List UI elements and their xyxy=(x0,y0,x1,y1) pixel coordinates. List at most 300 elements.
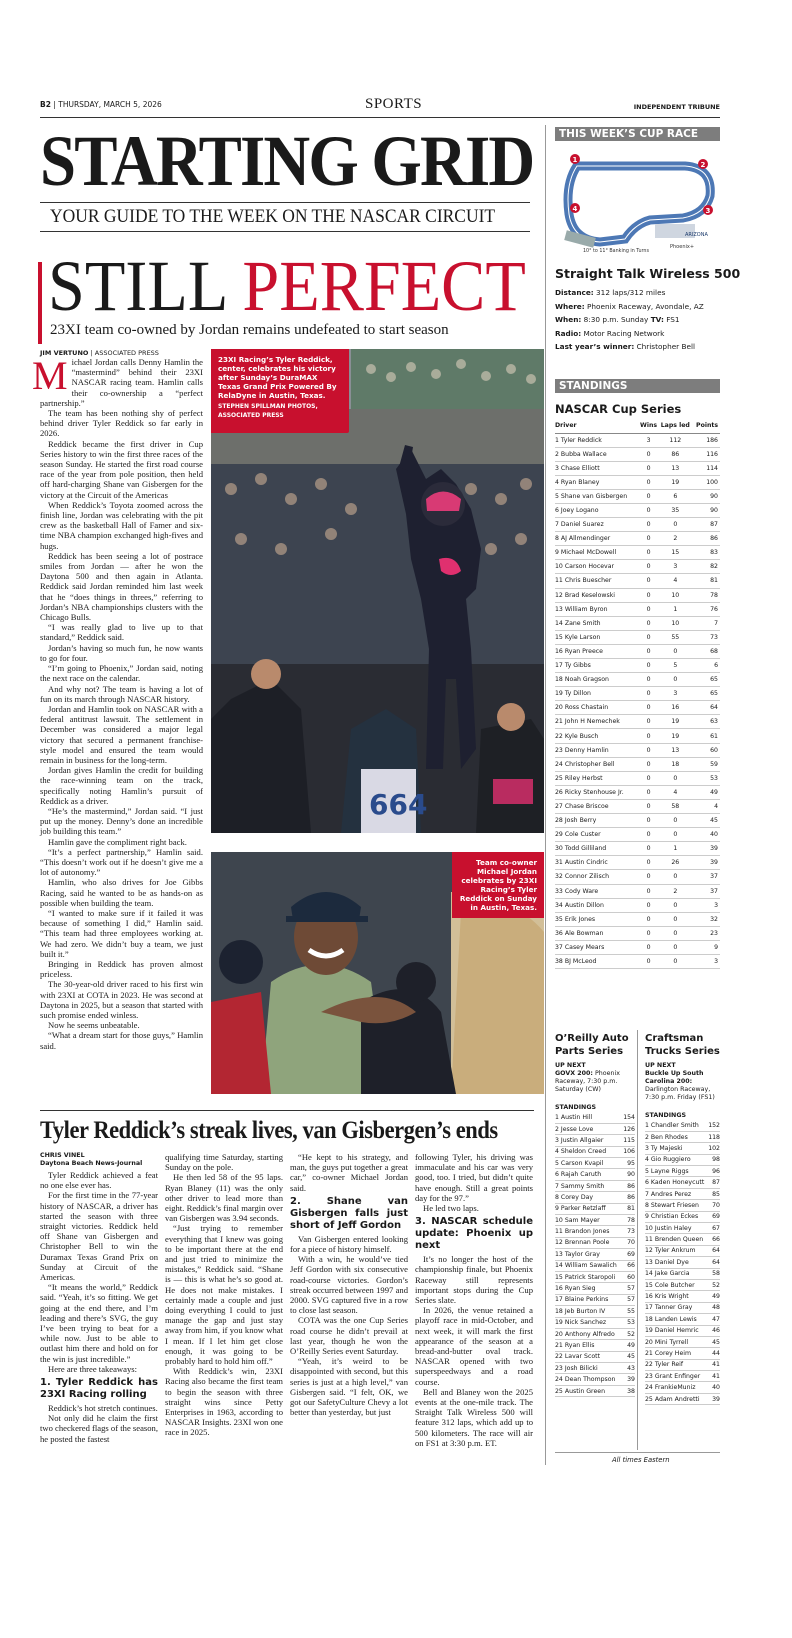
points-cell: 39 xyxy=(622,1374,635,1385)
driver-cell: 1 Austin Hill xyxy=(555,1112,622,1123)
points-cell: 69 xyxy=(622,1249,635,1260)
story-paragraph xyxy=(40,1020,203,1030)
driver-cell: 30 Todd Gilliland xyxy=(555,842,639,856)
table-row xyxy=(555,1237,635,1248)
laps-led-cell: 4 xyxy=(658,574,692,588)
driver-cell: 8 Stewart Friesen xyxy=(645,1200,708,1211)
points-cell: 64 xyxy=(708,1257,720,1268)
laps-led-cell: 19 xyxy=(658,729,692,743)
points-cell: 3 xyxy=(692,954,720,968)
driver-cell: 23 Josh Bilicki xyxy=(555,1363,622,1374)
paragraph-text: Hamlin gave the compliment right back. xyxy=(48,836,187,847)
table-row xyxy=(555,1180,635,1191)
driver-cell: 10 Justin Haley xyxy=(645,1223,708,1234)
driver-cell: 9 Christian Eckes xyxy=(645,1211,708,1222)
driver-cell: 11 Brandon Jones xyxy=(555,1226,622,1237)
up-next-label: UP NEXT xyxy=(555,1062,586,1069)
points-cell: 69 xyxy=(708,1211,720,1222)
driver-cell: 33 Cody Ware xyxy=(555,884,639,898)
table-row xyxy=(555,743,720,757)
table-row xyxy=(555,602,720,616)
driver-cell: 5 Carson Kvapil xyxy=(555,1158,622,1169)
driver-cell: 32 Connor Zilisch xyxy=(555,870,639,884)
points-cell: 66 xyxy=(622,1260,635,1271)
wins-cell: 0 xyxy=(639,856,659,870)
laps-led-cell: 0 xyxy=(658,518,692,532)
laps-led-cell: 1 xyxy=(658,842,692,856)
table-row xyxy=(645,1359,720,1370)
table-row xyxy=(555,1260,635,1271)
driver-cell: 23 Grant Enfinger xyxy=(645,1371,708,1382)
last-winner-label: Last year’s winner: xyxy=(555,342,635,351)
next-race: GOVX 200: xyxy=(555,1070,593,1077)
laps-led-cell: 18 xyxy=(658,757,692,771)
lead-headline xyxy=(48,246,526,326)
story-paragraph: Reddick’s hot stretch continues. xyxy=(48,1403,158,1414)
driver-cell: 3 Chase Elliott xyxy=(555,461,639,475)
points-cell: 83 xyxy=(692,546,720,560)
author: JIM VERTUNO xyxy=(40,349,89,357)
paragraph-text: The 30-year-old driver raced to his first win with 23XI at COTA in 2023. He was second at Daytona in 2025, but a season that started with such promise ended winless. xyxy=(40,979,203,1020)
table-row xyxy=(555,771,720,785)
driver-cell: 17 Ty Gibbs xyxy=(555,659,639,673)
table-row xyxy=(645,1131,720,1142)
col-laps-led: Laps led xyxy=(658,419,692,433)
points-cell: 86 xyxy=(622,1180,635,1191)
story-paragraph: COTA was the one Cup Series road course he didn’t prevail at last year, though he won the O’Reilly Series event Saturday. xyxy=(290,1315,408,1357)
cup-standings-table xyxy=(555,419,720,969)
table-row xyxy=(555,828,720,842)
table-row xyxy=(555,630,720,644)
oreilly-title: O’Reilly Auto Parts Series xyxy=(555,1033,629,1057)
driver-cell: 19 Nick Sanchez xyxy=(555,1317,622,1328)
table-row xyxy=(645,1268,720,1279)
points-cell: 118 xyxy=(708,1131,720,1142)
photo-jordan-celebrates xyxy=(211,852,544,1094)
driver-cell: 8 AJ Allmendinger xyxy=(555,532,639,546)
wins-cell: 0 xyxy=(639,673,659,687)
points-cell: 37 xyxy=(692,884,720,898)
points-cell: 87 xyxy=(708,1177,720,1188)
driver-cell: 20 Ross Chastain xyxy=(555,701,639,715)
story-paragraph xyxy=(40,684,203,704)
story-paragraph: Tyler Reddick achieved a feat no one else ever has. xyxy=(40,1170,158,1191)
points-cell: 39 xyxy=(692,842,720,856)
story-divider xyxy=(40,1110,534,1111)
agency: ASSOCIATED PRESS xyxy=(94,349,159,357)
story-paragraph: For the first time in the 77-year history of NASCAR, a driver has started the season with three straight victories. Reddick held off Shane van Gisbergen and Christopher Bell to win the Duramax Texas Grand Prix on Sunday at Circuit of the Americas. xyxy=(40,1190,158,1283)
table-row xyxy=(645,1371,720,1382)
subhead: 3. NASCAR schedule update: Phoenix up next xyxy=(415,1216,533,1252)
wins-cell: 0 xyxy=(639,884,659,898)
table-row xyxy=(555,1203,635,1214)
trucks-standings-table xyxy=(645,1120,720,1405)
driver-cell: 21 John H Nemechek xyxy=(555,715,639,729)
table-row xyxy=(555,1169,635,1180)
next-race: Buckle Up South Carolina 200: xyxy=(645,1070,704,1085)
story-paragraph: “He kept to his strategy, and man, the guys put together a great car,” co-owner Michael Jordan said. xyxy=(290,1152,408,1193)
headline-accent-bar xyxy=(38,262,42,344)
wins-cell: 0 xyxy=(639,701,659,715)
points-cell: 90 xyxy=(692,489,720,503)
table-row xyxy=(555,1158,635,1169)
paragraph-text: Now he seems unbeatable. xyxy=(48,1020,140,1031)
photo2-caption xyxy=(452,852,544,918)
paper-name: INDEPENDENT TRIBUNE xyxy=(633,103,720,111)
points-cell: 38 xyxy=(622,1385,635,1396)
table-row xyxy=(555,518,720,532)
points-cell: 106 xyxy=(622,1146,635,1157)
table-row xyxy=(555,433,720,447)
driver-cell: 11 Brenden Queen xyxy=(645,1234,708,1245)
driver-cell: 21 Ryan Ellis xyxy=(555,1340,622,1351)
story-paragraph xyxy=(40,704,203,765)
driver-cell: 3 Ty Majeski xyxy=(645,1143,708,1154)
laps-led-cell: 13 xyxy=(658,461,692,475)
points-cell: 37 xyxy=(692,870,720,884)
driver-cell: 15 Cole Butcher xyxy=(645,1279,708,1290)
paragraph-text: “I wanted to make sure if it failed it was because of something I did,” Hamlin said. “This team had three employees working at. We had zero. We didn’t buy a team, we just built it.” xyxy=(40,907,203,959)
driver-cell: 2 Jesse Love xyxy=(555,1123,622,1134)
driver-cell: 1 Chandler Smith xyxy=(645,1120,708,1131)
turn-4: 4 xyxy=(572,205,578,213)
story-paragraph: qualifying time Saturday, starting Sunday on the pole. xyxy=(165,1152,283,1173)
wins-cell: 0 xyxy=(639,757,659,771)
tv-value: FS1 xyxy=(666,315,680,324)
second-byline xyxy=(40,1152,142,1168)
laps-led-cell: 0 xyxy=(658,912,692,926)
laps-led-cell: 4 xyxy=(658,785,692,799)
track-diagram xyxy=(555,144,720,256)
driver-cell: 11 Chris Buescher xyxy=(555,574,639,588)
wins-cell: 0 xyxy=(639,785,659,799)
wins-cell: 0 xyxy=(639,630,659,644)
points-cell: 81 xyxy=(692,574,720,588)
table-row xyxy=(555,447,720,461)
points-cell: 49 xyxy=(622,1340,635,1351)
driver-cell: 4 Ryan Blaney xyxy=(555,475,639,489)
table-row xyxy=(555,898,720,912)
points-cell: 102 xyxy=(708,1143,720,1154)
wins-cell: 0 xyxy=(639,715,659,729)
table-row xyxy=(555,659,720,673)
laps-led-cell: 2 xyxy=(658,532,692,546)
table-row xyxy=(645,1211,720,1222)
laps-led-cell: 0 xyxy=(658,828,692,842)
table-row xyxy=(555,1192,635,1203)
points-cell: 87 xyxy=(692,518,720,532)
story-paragraph: He then led 58 of the 95 laps. Ryan Blaney (11) was the only other driver to lead more than eight. Reddick’s final margin over van Gisbergen was 3.94 seconds. xyxy=(165,1172,283,1224)
points-cell: 4 xyxy=(692,799,720,813)
points-cell: 39 xyxy=(692,856,720,870)
trucks-next xyxy=(645,1062,720,1102)
radio-value: Motor Racing Network xyxy=(583,328,665,338)
subhead: 1. Tyler Reddick has 23XI Racing rolling xyxy=(40,1377,158,1401)
driver-cell: 13 William Byron xyxy=(555,602,639,616)
driver-cell: 15 Kyle Larson xyxy=(555,630,639,644)
points-cell: 53 xyxy=(692,771,720,785)
paragraph-text: “He’s the mastermind,” Jordan said. “I just put up the money. Denny’s done an incredible job building this team.” xyxy=(40,805,203,837)
wins-cell: 0 xyxy=(639,461,659,475)
laps-led-cell: 19 xyxy=(658,475,692,489)
track-map xyxy=(555,144,720,256)
story-paragraph: Bell and Blaney won the 2025 events at the one-mile track. The Straight Talk Wireless 500 will feature 312 laps, which add up to 500 kilometers. The race will air on FS1 at 3:30 p.m. ET. xyxy=(415,1386,533,1448)
story-paragraph: With Reddick’s win, 23XI Racing also became the first team to begin the season with three straight wins since Petty Enterprises in 1963, according to NASCAR Insights. 23XI won one race in 2025. xyxy=(165,1366,283,1438)
driver-cell: 9 Parker Retzlaff xyxy=(555,1203,622,1214)
driver-cell: 6 Rajah Caruth xyxy=(555,1169,622,1180)
oreilly-next xyxy=(555,1062,635,1094)
points-cell: 114 xyxy=(692,461,720,475)
table-row xyxy=(555,1271,635,1282)
points-cell: 76 xyxy=(692,602,720,616)
driver-cell: 3 Justin Allgaier xyxy=(555,1135,622,1146)
wins-cell: 0 xyxy=(639,644,659,658)
points-cell: 96 xyxy=(708,1166,720,1177)
trucks-series xyxy=(645,1032,720,1405)
driver-cell: 24 Dean Thompson xyxy=(555,1374,622,1385)
table-row xyxy=(555,954,720,968)
paragraph-text: ichael Jordan calls Denny Hamlin the “mastermind” behind their 23XI NASCAR racing team. Hamlin calls their co-ownership a “perfect partnership.” xyxy=(40,357,203,408)
wins-cell: 0 xyxy=(639,954,659,968)
photo-credit: STEPHEN SPILLMAN PHOTOS, ASSOCIATED PRESS xyxy=(218,403,318,419)
points-cell: 65 xyxy=(692,673,720,687)
table-row xyxy=(555,715,720,729)
driver-cell: 38 BJ McLeod xyxy=(555,954,639,968)
page-number: B2 xyxy=(40,100,51,109)
trucks-standings-label: STANDINGS xyxy=(645,1112,687,1119)
paragraph-text: When Reddick’s Toyota zoomed across the finish line, Jordan was celebrating with the pit crew as the basketball Hall of Famer and six-time NBA champion exchanged high-fives and hugs. xyxy=(40,499,203,551)
wins-cell: 0 xyxy=(639,743,659,757)
driver-cell: 12 Tyler Ankrum xyxy=(645,1245,708,1256)
turn-2: 2 xyxy=(700,161,706,169)
laps-led-cell: 13 xyxy=(658,743,692,757)
wins-cell: 0 xyxy=(639,602,659,616)
table-row xyxy=(555,884,720,898)
story-paragraph: With a win, he would’ve tied Jeff Gordon with six consecutive road-course victories. Gordon’s streak occurred between 1997 and 2000. SVG captured five in a row to close last season. xyxy=(290,1254,408,1316)
driver-cell: 4 Sheldon Creed xyxy=(555,1146,622,1157)
table-row xyxy=(645,1143,720,1154)
driver-cell: 2 Ben Rhodes xyxy=(645,1131,708,1142)
table-row xyxy=(645,1393,720,1404)
when-label: When: xyxy=(555,315,582,324)
points-cell: 52 xyxy=(622,1328,635,1339)
laps-led-cell: 0 xyxy=(658,814,692,828)
section-name: SPORTS xyxy=(365,96,423,112)
drop-cap: M xyxy=(32,353,68,398)
driver-cell: 28 Josh Berry xyxy=(555,814,639,828)
table-row xyxy=(645,1382,720,1393)
lead-byline: JIM VERTUNO | ASSOCIATED PRESS xyxy=(40,349,159,357)
points-cell: 154 xyxy=(622,1112,635,1123)
standings-header: STANDINGS xyxy=(555,379,720,393)
subhead: 2. Shane van Gisbergen falls just short of Jeff Gordon xyxy=(290,1195,408,1231)
story-paragraph xyxy=(40,877,203,908)
points-cell: 152 xyxy=(708,1120,720,1131)
table-row xyxy=(555,870,720,884)
points-cell: 59 xyxy=(692,757,720,771)
table-row xyxy=(555,912,720,926)
table-row xyxy=(555,1351,635,1362)
points-cell: 47 xyxy=(708,1314,720,1325)
story-paragraph xyxy=(40,908,203,959)
laps-led-cell: 26 xyxy=(658,856,692,870)
points-cell: 82 xyxy=(692,560,720,574)
points-cell: 86 xyxy=(622,1192,635,1203)
driver-cell: 25 Adam Andretti xyxy=(645,1393,708,1404)
driver-cell: 21 Corey Heim xyxy=(645,1348,708,1359)
points-cell: 43 xyxy=(622,1363,635,1374)
paragraph-text: Reddick became the first driver in Cup Series history to win the first three races of the season Sunday. He started the first road course race of the year from pole position, then held off hard-charging Shane van Gisbergen for the victory at the Circuit of the Americas xyxy=(40,438,203,500)
story-paragraph: “It means the world,” Reddick said. “Yeah, it’s so fitting. We get going at the end there, and I’m leading and there’s SVG, the guy I’ve been trying to beat for a while now. Just to be able to outlast him there and hold on for the win is just incredible.” xyxy=(40,1282,158,1364)
driver-cell: 20 Mini Tyrrell xyxy=(645,1336,708,1347)
driver-cell: 24 FrankieMuniz xyxy=(645,1382,708,1393)
driver-cell: 13 Daniel Dye xyxy=(645,1257,708,1268)
photo1-caption-text: 23XI Racing’s Tyler Reddick, center, celebrates his victory after Sunday’s DuraMAX Texas Grand Prix Powered By RelaDyne in Austin, Texas. xyxy=(218,355,337,400)
wins-cell: 0 xyxy=(639,729,659,743)
wins-cell: 0 xyxy=(639,532,659,546)
points-cell: 81 xyxy=(622,1203,635,1214)
story-paragraph xyxy=(40,847,203,878)
table-row xyxy=(555,489,720,503)
paragraph-text: “It’s a perfect partnership,” Hamlin said. “This doesn’t work out if he doesn’t give me a lot of autonomy.” xyxy=(40,846,203,878)
distance-label: Distance: xyxy=(555,288,594,297)
table-row xyxy=(555,926,720,940)
col-wins: Wins xyxy=(639,419,659,433)
author: CHRIS VINEL xyxy=(40,1152,85,1159)
arizona-label: ARIZONA xyxy=(685,232,708,238)
points-cell: 63 xyxy=(692,715,720,729)
laps-led-cell: 0 xyxy=(658,870,692,884)
issue-date: THURSDAY, MARCH 5, 2026 xyxy=(58,100,162,109)
driver-cell: 26 Ricky Stenhouse Jr. xyxy=(555,785,639,799)
driver-cell: 10 Carson Hocevar xyxy=(555,560,639,574)
laps-led-cell: 10 xyxy=(658,588,692,602)
driver-cell: 24 Christopher Bell xyxy=(555,757,639,771)
driver-cell: 12 Brad Keselowski xyxy=(555,588,639,602)
svg-text:664: 664 xyxy=(369,788,428,821)
driver-cell: 22 Tyler Reif xyxy=(645,1359,708,1370)
story-paragraph xyxy=(40,806,203,837)
photo1-caption xyxy=(211,349,349,433)
table-row xyxy=(555,1294,635,1305)
wins-cell: 3 xyxy=(639,433,659,447)
driver-cell: 16 Kris Wright xyxy=(645,1291,708,1302)
laps-led-cell: 112 xyxy=(658,433,692,447)
points-cell: 40 xyxy=(708,1382,720,1393)
story-paragraph xyxy=(40,439,203,500)
driver-cell: 17 Tanner Gray xyxy=(645,1302,708,1313)
wins-cell: 0 xyxy=(639,912,659,926)
table-row xyxy=(555,546,720,560)
story-paragraph: He led two laps. xyxy=(423,1203,479,1214)
points-cell: 44 xyxy=(708,1348,720,1359)
driver-cell: 12 Brennan Poole xyxy=(555,1237,622,1248)
points-cell: 78 xyxy=(622,1215,635,1226)
driver-cell: 14 Jake Garcia xyxy=(645,1268,708,1279)
photo-reddick-celebrates xyxy=(211,349,544,833)
table-row xyxy=(555,814,720,828)
table-header-row xyxy=(555,419,720,433)
laps-led-cell: 0 xyxy=(658,926,692,940)
wins-cell: 0 xyxy=(639,588,659,602)
second-col-1 xyxy=(40,1170,158,1444)
driver-cell: 29 Cole Custer xyxy=(555,828,639,842)
wins-cell: 0 xyxy=(639,659,659,673)
points-cell: 53 xyxy=(622,1317,635,1328)
laps-led-cell: 35 xyxy=(658,503,692,517)
points-cell: 9 xyxy=(692,940,720,954)
points-cell: 45 xyxy=(692,814,720,828)
last-winner-value: Christopher Bell xyxy=(636,342,696,351)
points-cell: 58 xyxy=(708,1268,720,1279)
table-row xyxy=(555,729,720,743)
wins-cell: 0 xyxy=(639,926,659,940)
driver-cell: 36 Ale Bowman xyxy=(555,926,639,940)
wins-cell: 0 xyxy=(639,828,659,842)
driver-cell: 20 Anthony Alfredo xyxy=(555,1328,622,1339)
points-cell: 186 xyxy=(692,433,720,447)
story-paragraph: “Just trying to remember everything that I knew was going to be important there at the end and just tried to minimize the mistakes,” Reddick said. “Shane is — this is what he’s so good at. He does not make mistakes. I certainly made a couple and just doing everything I could to just manage the gap and just stay away from him, if you know what I mean. If I let him get close enough, it was going to be probably hard to hold him off.” xyxy=(165,1223,283,1367)
laps-led-cell: 3 xyxy=(658,560,692,574)
wins-cell: 0 xyxy=(639,560,659,574)
paragraph-text: Hamlin, who also drives for Joe Gibbs Racing, said he wanted to be as hands-on as possible when building the team. xyxy=(40,877,203,908)
table-row xyxy=(645,1336,720,1347)
laps-led-cell: 0 xyxy=(658,954,692,968)
story-paragraph xyxy=(40,979,203,1020)
points-cell: 6 xyxy=(692,659,720,673)
wins-cell: 0 xyxy=(639,489,659,503)
paragraph-text: The team has been nothing shy of perfect behind driver Tyler Reddick so far early in 2026. xyxy=(40,408,203,439)
photo2-caption-text: Team co-owner Michael Jordan celebrates by 23XI Racing’s Tyler Reddick on Sunday in Austin, Texas. xyxy=(459,858,537,912)
laps-led-cell: 0 xyxy=(658,644,692,658)
points-cell: 73 xyxy=(622,1226,635,1237)
paragraph-text: Jordan and Hamlin took on NASCAR with a federal antitrust lawsuit. The settlement in December was considered a major legal victory that secured a permanent franchise-style model and ensured the team would remain in business for the long-term. xyxy=(40,703,203,765)
story-paragraph xyxy=(40,551,203,622)
table-row xyxy=(645,1257,720,1268)
laps-led-cell: 2 xyxy=(658,884,692,898)
driver-cell: 31 Austin Cindric xyxy=(555,856,639,870)
driver-cell: 7 Daniel Suarez xyxy=(555,518,639,532)
headline-red: PERFECT xyxy=(242,246,526,326)
points-cell: 90 xyxy=(692,503,720,517)
paragraph-text: “What a dream start for those guys,” Hamlin said. xyxy=(40,1030,203,1051)
sidebar-bottom-rule xyxy=(555,1452,720,1453)
col-points: Points xyxy=(692,419,720,433)
table-row xyxy=(555,532,720,546)
points-cell: 49 xyxy=(692,785,720,799)
wins-cell: 0 xyxy=(639,616,659,630)
points-cell: 32 xyxy=(692,912,720,926)
outlet: Daytona Beach News-Journal xyxy=(40,1160,143,1167)
driver-cell: 18 Jeb Burton IV xyxy=(555,1306,622,1317)
points-cell: 41 xyxy=(708,1371,720,1382)
series-divider xyxy=(637,1030,638,1450)
points-cell: 73 xyxy=(692,630,720,644)
wins-cell: 0 xyxy=(639,842,659,856)
paragraph-text: And why not? The team is having a lot of fun on its march through NASCAR history. xyxy=(40,683,203,704)
wins-cell: 0 xyxy=(639,771,659,785)
distance-value: 312 laps/312 miles xyxy=(596,288,666,297)
wins-cell: 0 xyxy=(639,518,659,532)
table-row xyxy=(645,1314,720,1325)
driver-cell: 37 Casey Mears xyxy=(555,940,639,954)
table-row xyxy=(555,574,720,588)
wins-cell: 0 xyxy=(639,546,659,560)
points-cell: 46 xyxy=(708,1325,720,1336)
driver-cell: 6 Joey Logano xyxy=(555,503,639,517)
points-cell: 45 xyxy=(708,1336,720,1347)
story-paragraph xyxy=(40,765,203,806)
